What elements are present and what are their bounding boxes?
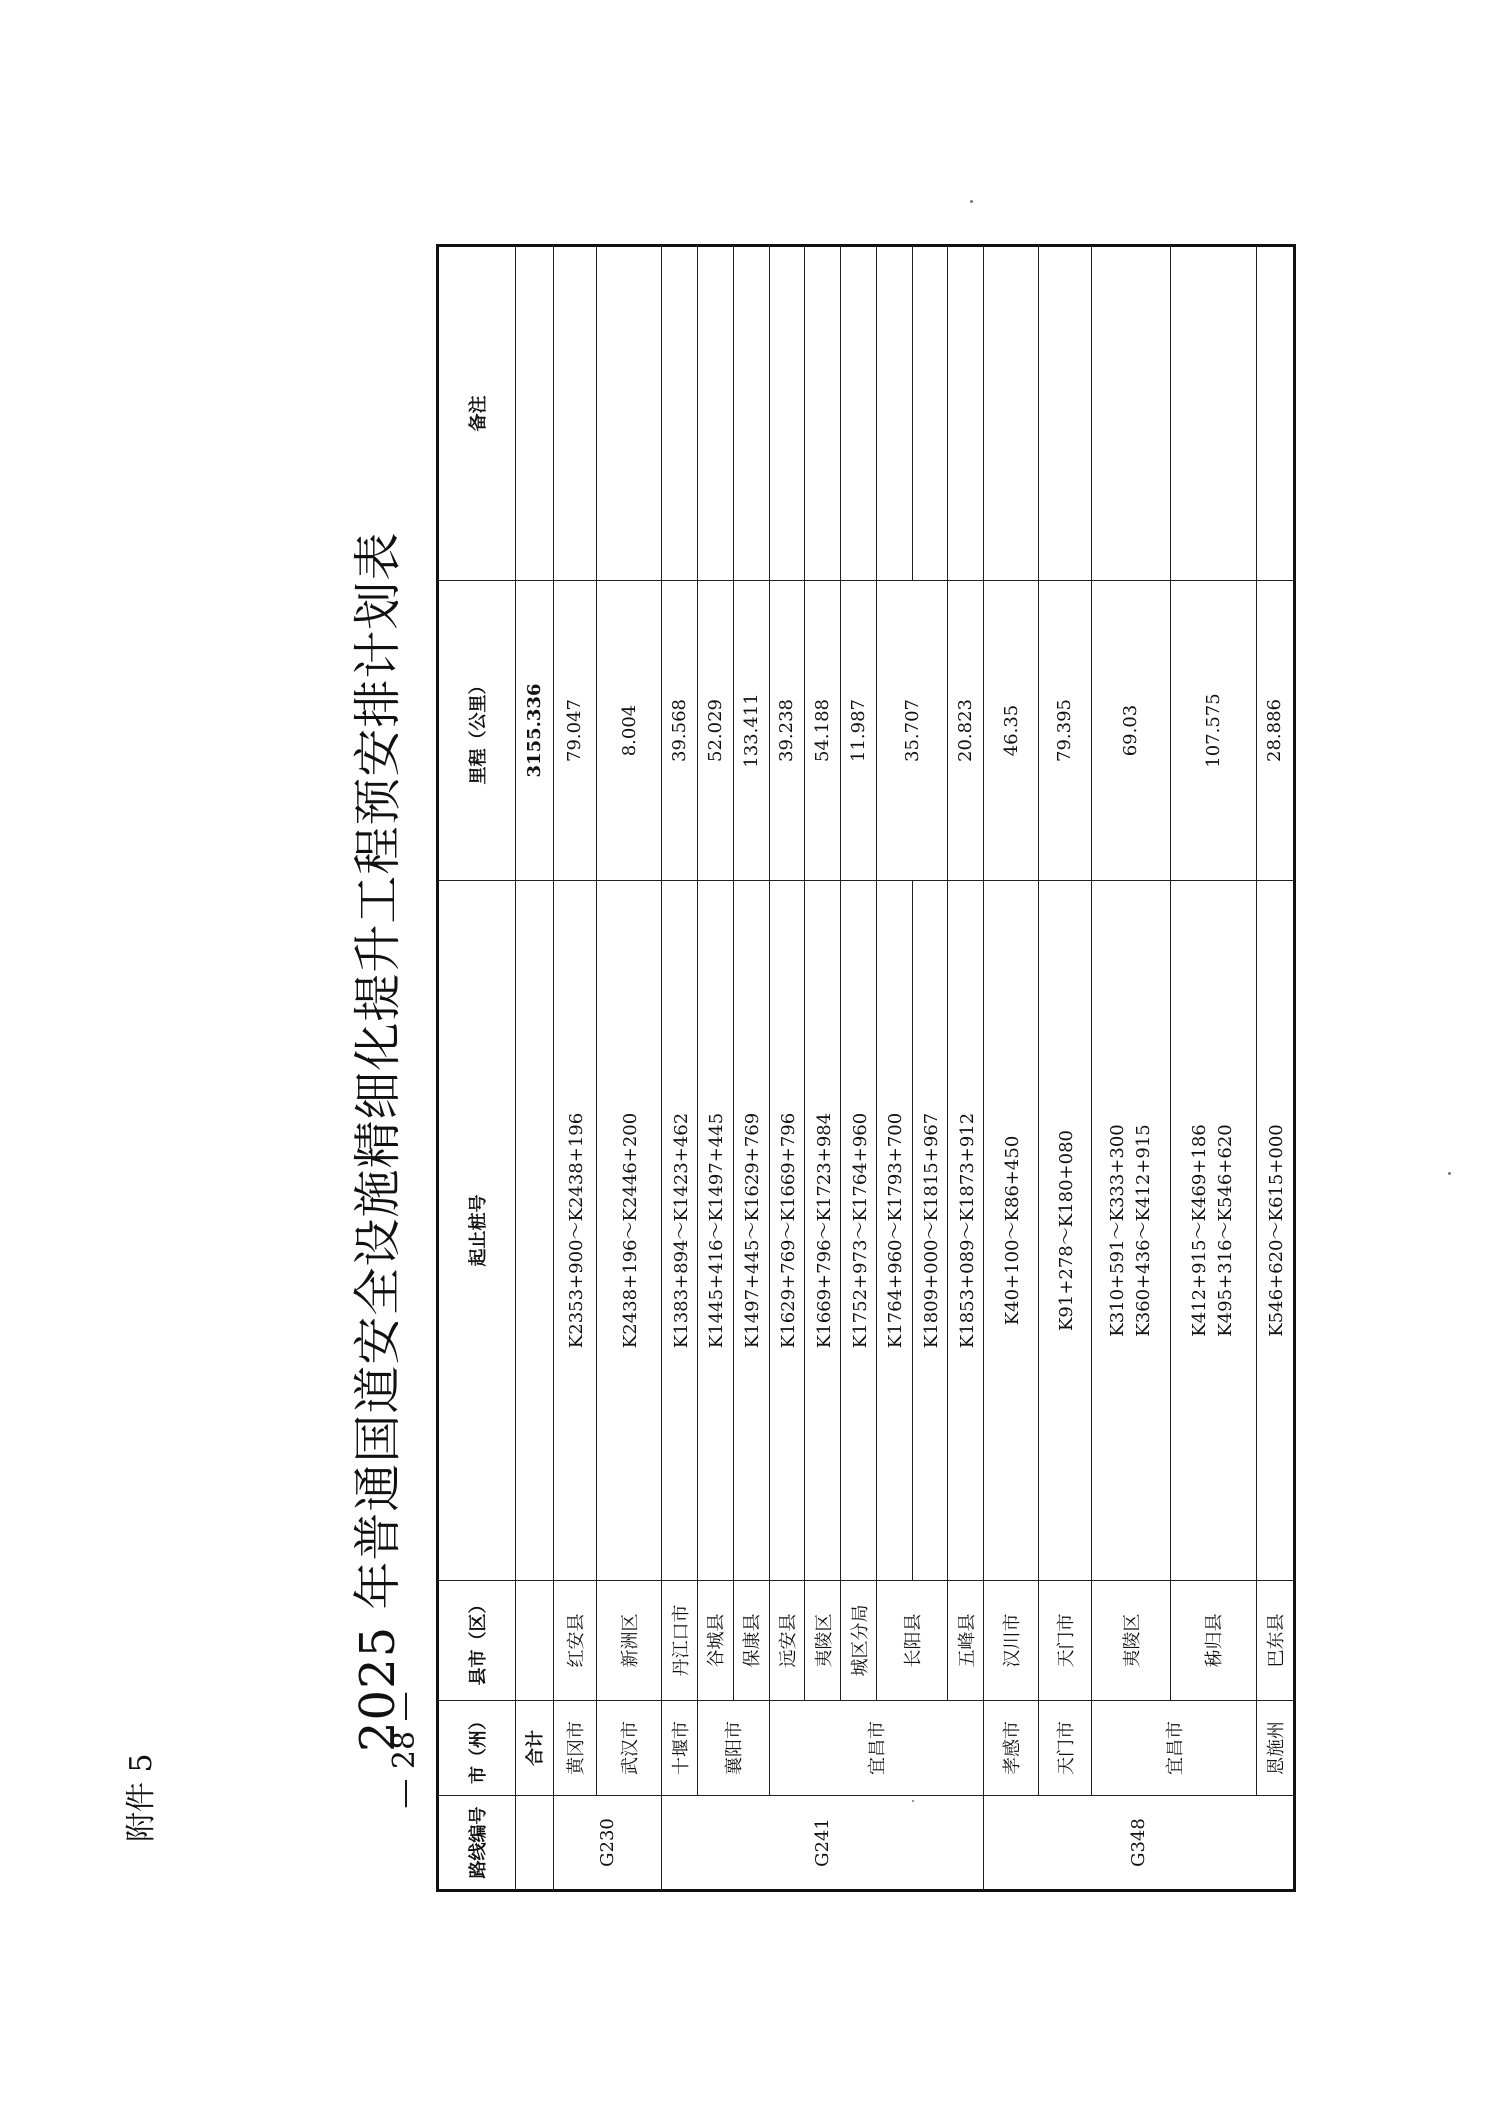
stake-cell: K1809+000～K1815+967 xyxy=(912,881,948,1581)
plan-table xyxy=(436,244,1296,1892)
stake-cell: K2353+900～K2438+196 xyxy=(553,881,596,1581)
mileage-cell: 52.029 xyxy=(698,581,734,881)
table-row xyxy=(698,246,734,1891)
city-cell: 宜昌市 xyxy=(769,1701,984,1796)
city-cell: 宜昌市 xyxy=(1091,1701,1256,1796)
mileage-cell: 69.03 xyxy=(1091,581,1170,881)
remark-cell xyxy=(912,246,948,581)
table-row xyxy=(984,246,1039,1891)
county-cell: 巴东县 xyxy=(1256,1581,1294,1701)
remark-cell xyxy=(662,246,698,581)
county-cell: 丹江口市 xyxy=(662,1581,698,1701)
county-cell: 夷陵区 xyxy=(1091,1581,1170,1701)
route-cell: G230 xyxy=(553,1796,661,1891)
total-label: 合计 xyxy=(515,1701,553,1796)
stake-cell: K1497+445～K1629+769 xyxy=(733,881,769,1581)
table-row xyxy=(553,246,596,1891)
stake-cell: K40+100～K86+450 xyxy=(984,881,1039,1581)
county-cell: 红安县 xyxy=(553,1581,596,1701)
county-cell: 保康县 xyxy=(733,1581,769,1701)
county-cell: 谷城县 xyxy=(698,1581,734,1701)
route-cell: G241 xyxy=(662,1796,984,1891)
stake-cell: K2438+196～K2446+200 xyxy=(596,881,661,1581)
header-stake: 起止桩号 xyxy=(438,881,516,1581)
scan-speck xyxy=(1448,1172,1451,1175)
county-cell: 汉川市 xyxy=(984,1581,1039,1701)
total-stake-cell xyxy=(515,881,553,1581)
header-city: 市（州） xyxy=(438,1701,516,1796)
mileage-cell: 39.238 xyxy=(769,581,805,881)
stake-cell xyxy=(1170,881,1256,1581)
stake-line: K360+436～K412+915 xyxy=(1132,1124,1154,1337)
mileage-cell: 28.886 xyxy=(1256,581,1294,881)
county-cell: 五峰县 xyxy=(948,1581,984,1701)
header-mileage: 里程（公里） xyxy=(438,581,516,881)
remark-cell xyxy=(1256,246,1294,581)
table-header-row xyxy=(438,246,516,1891)
county-cell: 新洲区 xyxy=(596,1581,661,1701)
scan-speck xyxy=(970,200,973,203)
county-cell: 秭归县 xyxy=(1170,1581,1256,1701)
stake-cell: K1853+089～K1873+912 xyxy=(948,881,984,1581)
table-row xyxy=(1091,246,1170,1891)
stake-cell: K546+620～K615+000 xyxy=(1256,881,1294,1581)
stake-cell: K1764+960～K1793+700 xyxy=(876,881,912,1581)
remark-cell xyxy=(805,246,841,581)
table-row xyxy=(662,246,698,1891)
header-remark: 备注 xyxy=(438,246,516,581)
table-row xyxy=(769,246,805,1891)
stake-cell: K1669+796～K1723+984 xyxy=(805,881,841,1581)
county-cell: 长阳县 xyxy=(876,1581,948,1701)
mileage-cell: 46.35 xyxy=(984,581,1039,881)
remark-cell xyxy=(841,246,877,581)
remark-cell xyxy=(769,246,805,581)
remark-cell xyxy=(596,246,661,581)
total-remark-cell xyxy=(515,246,553,581)
table-row xyxy=(733,246,769,1891)
remark-cell xyxy=(733,246,769,581)
mileage-cell: 8.004 xyxy=(596,581,661,881)
total-route-cell xyxy=(515,1796,553,1891)
stake-cell: K1383+894～K1423+462 xyxy=(662,881,698,1581)
mileage-cell: 79.395 xyxy=(1038,581,1091,881)
mileage-cell: 79.047 xyxy=(553,581,596,881)
stake-line: K310+591～K333+300 xyxy=(1106,1124,1128,1337)
mileage-cell: 107.575 xyxy=(1170,581,1256,881)
stake-cell: K1445+416～K1497+445 xyxy=(698,881,734,1581)
table-row xyxy=(841,246,877,1891)
stake-cell: K91+278～K180+080 xyxy=(1038,881,1091,1581)
stake-cell xyxy=(1091,881,1170,1581)
table-row-total xyxy=(515,246,553,1891)
header-county: 县市（区） xyxy=(438,1581,516,1701)
remark-cell xyxy=(1038,246,1091,581)
city-cell: 天门市 xyxy=(1038,1701,1091,1796)
table-row xyxy=(596,246,661,1891)
county-cell: 天门市 xyxy=(1038,1581,1091,1701)
remark-cell xyxy=(1091,246,1170,581)
remark-cell xyxy=(948,246,984,581)
city-cell: 襄阳市 xyxy=(698,1701,770,1796)
table-row xyxy=(805,246,841,1891)
total-county-cell xyxy=(515,1581,553,1701)
remark-cell xyxy=(1170,246,1256,581)
attachment-label: 附件 5 xyxy=(124,1753,159,1842)
stake-line: K412+915～K469+186 xyxy=(1189,1124,1211,1337)
mileage-cell: 39.568 xyxy=(662,581,698,881)
page-title: 2025 年普通国道安全设施精细化提升工程预安排计划表 xyxy=(350,531,406,1752)
county-cell: 夷陵区 xyxy=(805,1581,841,1701)
remark-cell xyxy=(698,246,734,581)
remark-cell xyxy=(876,246,912,581)
city-cell: 黄冈市 xyxy=(553,1701,596,1796)
city-cell: 孝感市 xyxy=(984,1701,1039,1796)
county-cell: 远安县 xyxy=(769,1581,805,1701)
mileage-cell: 35.707 xyxy=(876,581,948,881)
stake-cell: K1629+769～K1669+796 xyxy=(769,881,805,1581)
mileage-cell: 11.987 xyxy=(841,581,877,881)
city-cell: 武汉市 xyxy=(596,1701,661,1796)
stake-line: K495+316～K546+620 xyxy=(1215,1124,1237,1337)
table-row xyxy=(876,246,912,1891)
stake-cell: K1752+973～K1764+960 xyxy=(841,881,877,1581)
county-cell: 城区分局 xyxy=(841,1581,877,1701)
mileage-cell: 54.188 xyxy=(805,581,841,881)
remark-cell xyxy=(984,246,1039,581)
table-row xyxy=(1256,246,1294,1891)
table-row xyxy=(1170,246,1256,1891)
table-row xyxy=(1038,246,1091,1891)
mileage-cell: 133.411 xyxy=(733,581,769,881)
route-cell: G348 xyxy=(984,1796,1295,1891)
header-route: 路线编号 xyxy=(438,1796,516,1891)
plan-table-container xyxy=(436,247,1296,1892)
city-cell: 十堰市 xyxy=(662,1701,698,1796)
city-cell: 恩施州 xyxy=(1256,1701,1294,1796)
remark-cell xyxy=(553,246,596,581)
total-mileage: 3155.336 xyxy=(515,581,553,881)
page-number: — 28 — xyxy=(387,1691,422,1809)
table-row xyxy=(948,246,984,1891)
mileage-cell: 20.823 xyxy=(948,581,984,881)
